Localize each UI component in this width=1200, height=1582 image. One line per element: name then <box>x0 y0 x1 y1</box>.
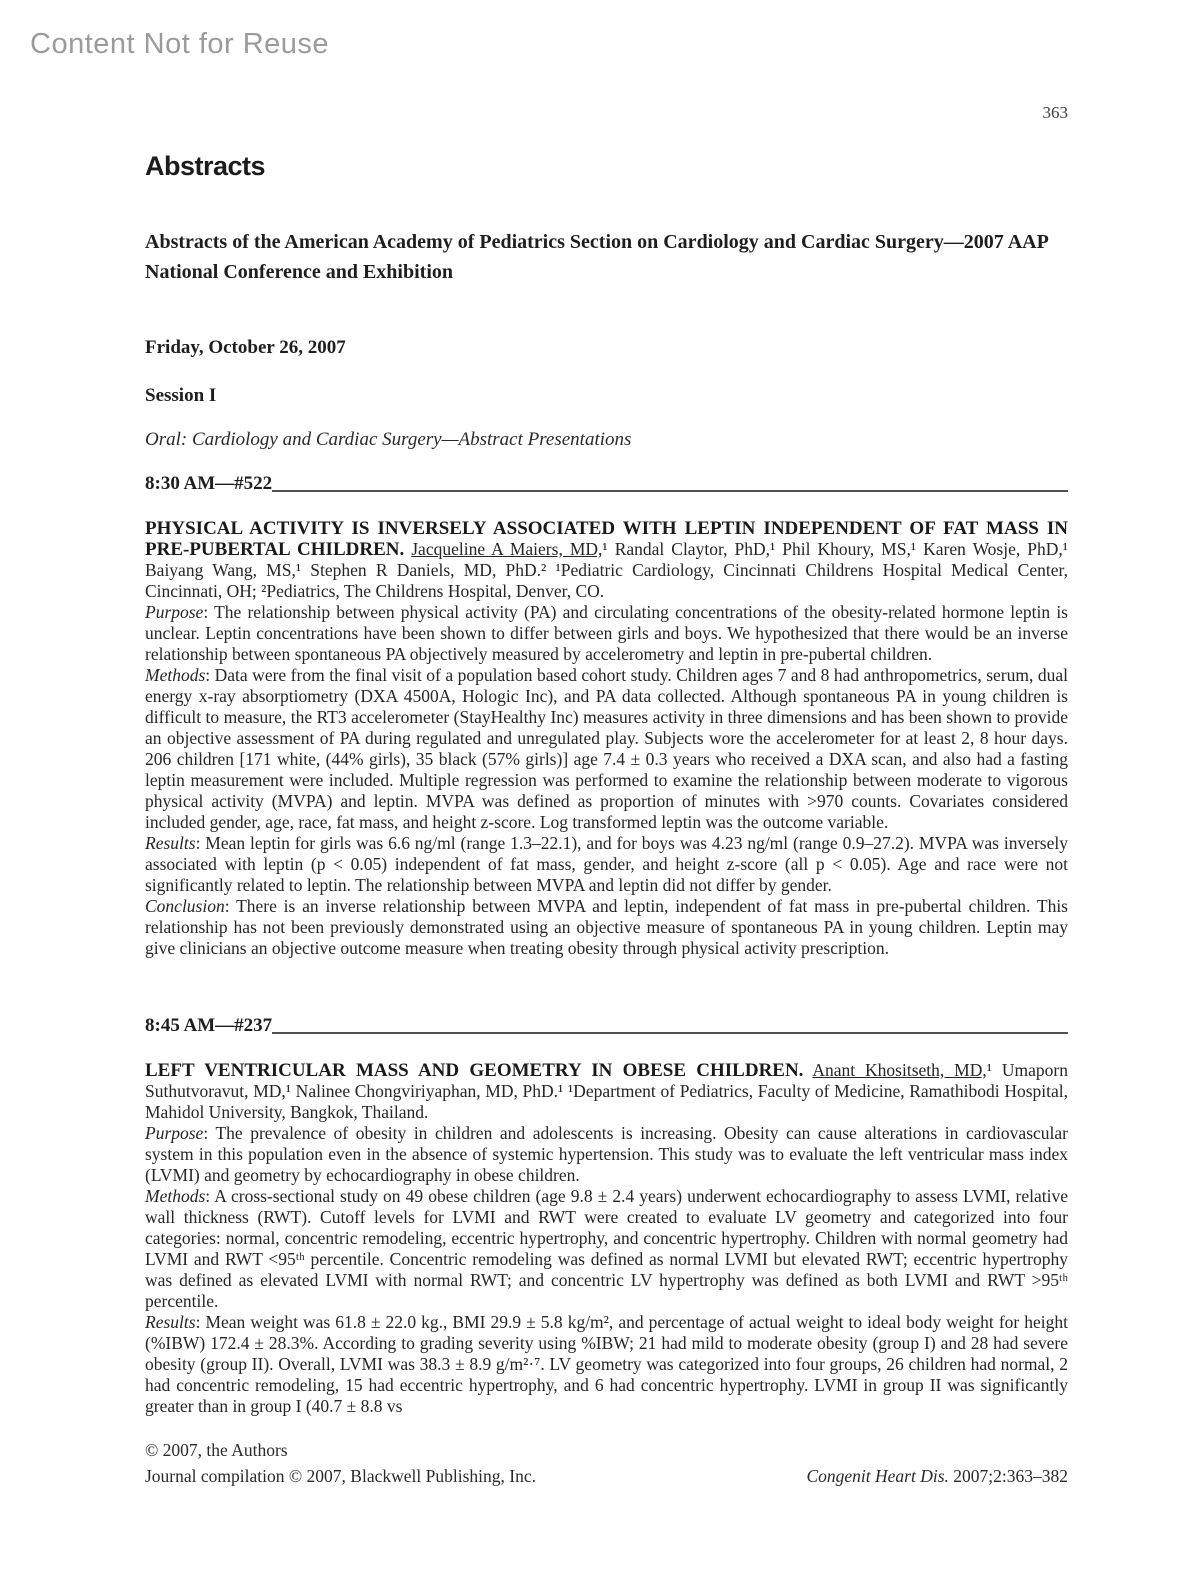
page-content <box>145 0 1068 1489</box>
page-heading: Abstracts <box>145 151 266 181</box>
footer-compilation: Journal compilation © 2007, Blackwell Publishing, Inc. <box>145 1466 536 1486</box>
abstract-section <box>145 1123 1068 1186</box>
section-text: : A cross-sectional study on 49 obese children (age 9.8 ± 2.4 years) underwent echocardiography to assess LVMI, relative wall thickness (RWT). Cutoff levels for LVMI and RWT were created to evaluate LV geometry and categorized into four categories: normal, concentric remodeling, eccentric hypertrophy, and concentric hypertrophy. Children with normal geometry had LVMI and RWT <95ᵗʰ percentile. Concentric remodeling was defined as normal LVMI but elevated RWT; eccentric hypertrophy was defined as elevated LVMI with normal RWT; and concentric LV hypertrophy was defined as both LVMI and RWT >95ᵗʰ percentile. <box>145 1186 1068 1311</box>
journal-citation <box>806 1463 1068 1489</box>
abstract-section <box>145 1312 1068 1417</box>
section-text: : Mean leptin for girls was 6.6 ng/ml (range 1.3–22.1), and for boys was 4.23 ng/ml (range 0.9–27.2). MVPA was inversely associated with leptin (p < 0.05) independent of fat mass, gender, and height z-score (all p < 0.05). Age and race were not significantly related to leptin. The relationship between MVPA and leptin did not differ by gender. <box>145 833 1068 895</box>
page-number: 363 <box>1042 103 1068 122</box>
rule-line <box>272 490 1068 492</box>
session-subtitle: Oral: Cardiology and Cardiac Surgery—Abstract Presentations <box>145 429 632 450</box>
abstract-section <box>145 602 1068 665</box>
time-label: 8:45 AM—#237 <box>145 1015 273 1036</box>
abstract-section <box>145 833 1068 896</box>
section-label: Methods <box>145 665 206 685</box>
section-label: Methods <box>145 1186 206 1206</box>
abstract-title: LEFT VENTRICULAR MASS AND GEOMETRY IN OBESE CHILDREN. <box>145 1060 804 1081</box>
time-header <box>145 1015 1068 1037</box>
footer-copyright: © 2007, the Authors <box>145 1440 288 1460</box>
abstract-section <box>145 1186 1068 1312</box>
abstract-section <box>145 665 1068 833</box>
rule-line <box>272 1032 1068 1034</box>
section-label: Purpose <box>145 1123 204 1143</box>
section-label: Conclusion <box>145 896 225 916</box>
section-label: Results <box>145 1312 196 1332</box>
abstract-title: PHYSICAL ACTIVITY IS INVERSELY ASSOCIATED WITH LEPTIN INDEPENDENT OF FAT MASS IN PRE-PUBERTAL CHILDREN. <box>145 518 1068 560</box>
abstract <box>145 1060 1068 1417</box>
section-label: Results <box>145 833 196 853</box>
footer-line <box>145 1463 1068 1489</box>
authors-affiliations: ¹ Randal Claytor, PhD,¹ Phil Khoury, MS,¹ Karen Wosje, PhD,¹ Baiyang Wang, MS,¹ Stephen R Daniels, MD, PhD.² ¹Pediatric Cardiology, Cincinnati Childrens Hospital Medical Center, Cincinnati, OH; ²Pediatrics, The Childrens Hospital, Denver, CO. <box>145 539 1069 601</box>
abstract-section <box>145 896 1068 959</box>
section-text: : The prevalence of obesity in children and adolescents is increasing. Obesity can cause alterations in cardiovascular system in this population even in the absence of systemic hypertension. This study was to evaluate the left ventricular mass index (LVMI) and geometry by echocardiography in obese children. <box>145 1123 1068 1185</box>
watermark: Content Not for Reuse <box>30 28 330 60</box>
page-footer <box>145 1437 1068 1489</box>
section-text: : There is an inverse relationship between MVPA and leptin, independent of fat mass in pre-pubertal children. This relationship has not been previously demonstrated using an objective measure of spontaneous PA in young children. Leptin may give clinicians an objective outcome measure when treating obesity through physical activity prescription. <box>145 896 1068 958</box>
section-text: : Data were from the final visit of a population based cohort study. Children ages 7 and 8 had anthropometrics, serum, dual energy x-ray absorptiometry (DXA 4500A, Hologic Inc), and PA data collected. Although spontaneous PA in young children is difficult to measure, the RT3 accelerometer (StayHealthy Inc) measures activity in three dimensions and has been shown to provide an objective assessment of PA during regulated and unregulated play. Subjects wore the accelerometer for at least 2, 8 hour days. 206 children [171 white, (44% girls), 35 black (57% girls)] age 7.4 ± 0.3 years who received a DXA scan, and also had a fasting leptin measurement were included. Multiple regression was performed to examine the relationship between moderate to vigorous physical activity (MVPA) and leptin. MVPA was defined as proportion of minutes with >970 counts. Covariates considered included gender, age, race, fat mass, and height z-score. Log transformed leptin was the outcome variable. <box>145 665 1068 832</box>
section-label: Purpose <box>145 602 204 622</box>
session-heading: Session I <box>145 385 217 406</box>
abstract-heading-paragraph <box>145 518 1068 602</box>
time-label: 8:30 AM—#522 <box>145 473 273 494</box>
authors-affiliations: ¹ Umaporn Suthutvoravut, MD,¹ Nalinee Chongviriyaphan, MD, PhD.¹ ¹Department of Pediatrics, Faculty of Medicine, Ramathibodi Hospital, Mahidol University, Bangkok, Thailand. <box>145 1060 1069 1122</box>
date-heading: Friday, October 26, 2007 <box>145 337 346 358</box>
first-author: Jacqueline A Maiers, MD, <box>411 539 603 559</box>
citation-detail: 2007;2:363–382 <box>948 1466 1068 1486</box>
time-header <box>145 473 1068 495</box>
conference-title: Abstracts of the American Academy of Pediatrics Section on Cardiology and Cardiac Surgery—2007 AAP National Conference and Exhibition <box>145 231 1048 283</box>
abstract-heading-paragraph <box>145 1060 1068 1123</box>
section-text: : The relationship between physical activity (PA) and circulating concentrations of the obesity-related hormone leptin is unclear. Leptin concentrations have been shown to differ between girls and boys. We hypothesized that there would be an inverse relationship between spontaneous PA objectively measured by accelerometry and leptin in pre-pubertal children. <box>145 602 1068 664</box>
journal-name: Congenit Heart Dis. <box>806 1466 949 1486</box>
abstract <box>145 518 1068 959</box>
section-text: : Mean weight was 61.8 ± 22.0 kg., BMI 29.9 ± 5.8 kg/m², and percentage of actual weight to ideal body weight for height (%IBW) 172.4 ± 28.3%. According to grading severity using %IBW; 21 had mild to moderate obesity (group I) and 28 had severe obesity (group II). Overall, LVMI was 38.3 ± 8.9 g/m²·⁷. LV geometry was categorized into four groups, 26 children had normal, 2 had concentric remodeling, 15 had eccentric hypertrophy, and 6 had concentric hypertrophy. LVMI in group II was significantly greater than in group I (40.7 ± 8.8 vs <box>145 1312 1068 1416</box>
first-author: Anant Khositseth, MD, <box>812 1060 987 1080</box>
